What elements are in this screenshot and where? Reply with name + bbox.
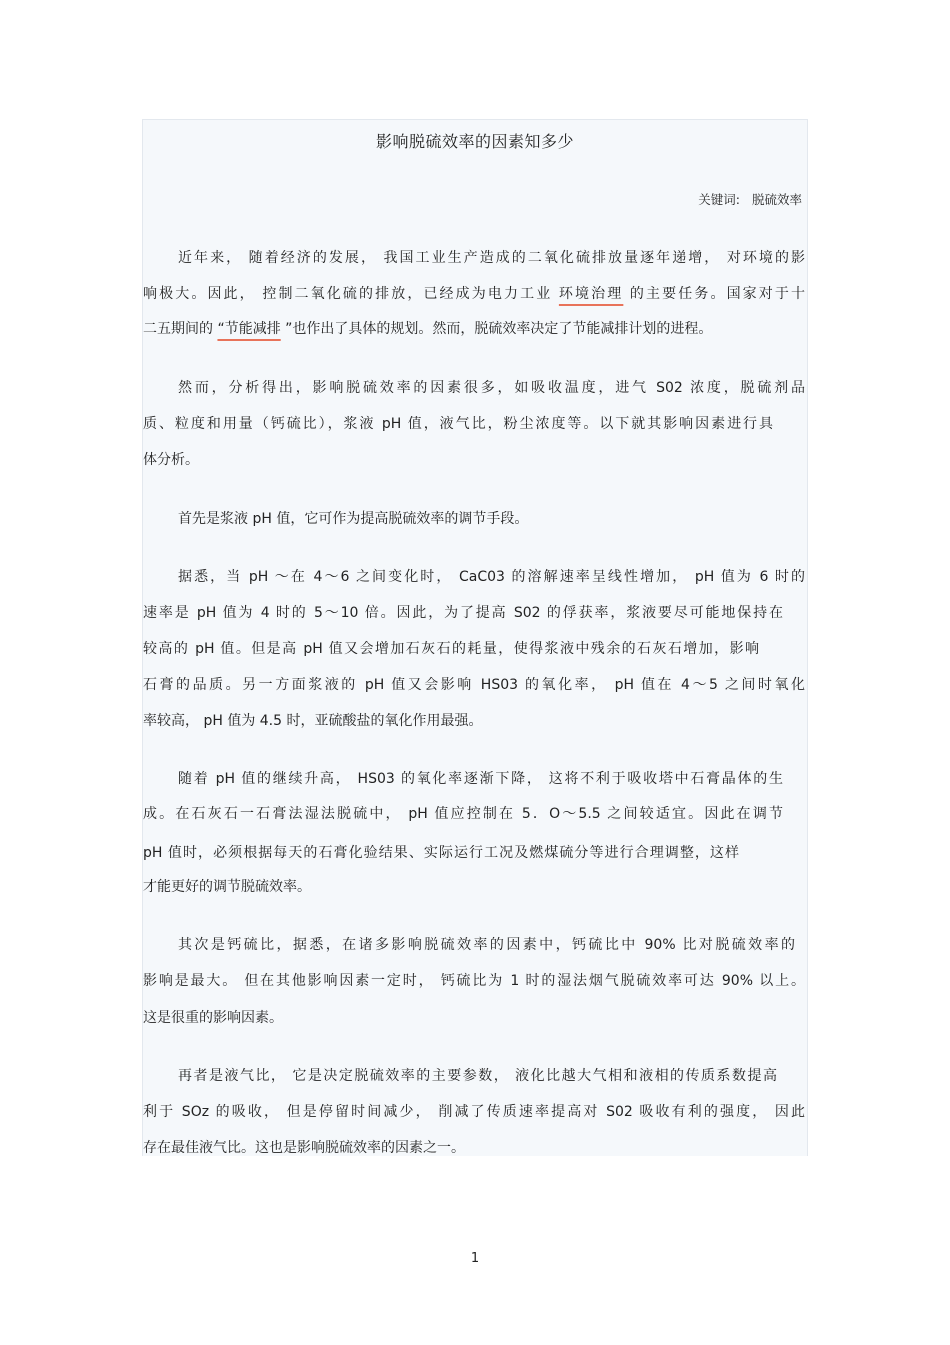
paragraph-4-line-5: 率较高， pH 值为 4.5 时，亚硫酸盐的氧化作用最强。 [143, 713, 483, 729]
keywords-label: 关键词: [698, 192, 740, 207]
paragraph-4-line-1: 据悉，当 pH ～在 4～6 之间变化时， CaC03 的溶解速率呈线性增加， pH 值为 6 时的 [178, 569, 805, 585]
keywords-line [698, 190, 802, 208]
paragraph-1-text: ”也作出了具体的规划。然而，脱硫效率决定了节能减排计划的进程。 [280, 321, 713, 337]
paragraph-5-line-3: pH 值时，必须根据每天的石膏化验结果、实际运行工况及燃煤硫分等进行合理调整，这样 [143, 845, 739, 861]
paragraph-1-line-2 [143, 284, 805, 304]
paragraph-6-line-2: 影响是最大。 但在其他影响因素一定时， 钙硫比为 1 时的湿法烟气脱硫效率可达 90% 以上。 [143, 973, 805, 989]
paragraph-1-text: 响极大。因此， 控制二氧化硫的排放，已经成为电力工业 [143, 286, 559, 302]
paragraph-5-line-2: 成。在石灰石一石膏法湿法脱硫中， pH 值应控制在 5．O～5.5 之间较适宜。因此在调节 [143, 806, 783, 822]
paragraph-7-line-3: 存在最佳液气比。这也是影响脱硫效率的因素之一。 [143, 1140, 465, 1156]
keywords-value: 脱硫效率 [751, 192, 802, 207]
paragraph-5-line-4: 才能更好的调节脱硫效率。 [143, 879, 311, 895]
paragraph-1-line-1: 近年来， 随着经济的发展， 我国工业生产造成的二氧化硫排放量逐年递增， 对环境的影 [178, 250, 805, 266]
paragraph-3-line-1: 首先是浆液 pH 值，它可作为提高脱硫效率的调节手段。 [178, 511, 529, 527]
paragraph-4-line-2: 速率是 pH 值为 4 时的 5～10 倍。因此，为了提高 S02 的俘获率，浆液要尽可能地保持在 [143, 605, 783, 621]
paragraph-7-line-2: 利于 SOz 的吸收， 但是停留时间减少， 削减了传质速率提高对 S02 吸收有利的强度， 因此 [143, 1104, 805, 1120]
paragraph-1-line-3 [143, 319, 805, 339]
paragraph-6-line-1: 其次是钙硫比，据悉，在诸多影响脱硫效率的因素中，钙硫比中 90% 比对脱硫效率的 [178, 937, 795, 953]
paragraph-2-line-2: 质、粒度和用量（钙硫比），浆液 pH 值，液气比，粉尘浓度等。以下就其影响因素进行具 [143, 416, 773, 432]
paragraph-2-line-3: 体分析。 [143, 452, 199, 468]
paragraph-2-line-1: 然而，分析得出，影响脱硫效率的因素很多，如吸收温度，进气 S02 浓度，脱硫剂品 [178, 380, 805, 396]
link-environmental-governance[interactable]: 环境治理 [558, 286, 624, 302]
paragraph-1-text: 二五期间的 [143, 321, 218, 337]
content-area [142, 119, 808, 1156]
paragraph-4-line-4: 石膏的品质。另一方面浆液的 pH 值又会影响 HS03 的氧化率， pH 值在 4～5 之间时氧化 [143, 677, 805, 693]
paragraph-7-line-1: 再者是液气比， 它是决定脱硫效率的主要参数， 液化比越大气相和液相的传质系数提高 [178, 1068, 777, 1084]
paragraph-4-line-3: 较高的 pH 值。但是高 pH 值又会增加石灰石的耗量，使得浆液中残余的石灰石增加，影响 [143, 641, 759, 657]
link-energy-saving[interactable]: “节能减排 [217, 321, 281, 337]
document-title: 影响脱硫效率的因素知多少 [375, 132, 574, 151]
page-number: 1 [470, 1251, 480, 1266]
paragraph-1-text: 的主要任务。国家对于十 [623, 286, 806, 302]
paragraph-6-line-3: 这是很重的影响因素。 [143, 1010, 283, 1026]
paragraph-5-line-1: 随着 pH 值的继续升高， HS03 的氧化率逐渐下降， 这将不利于吸收塔中石膏晶体的生 [178, 771, 783, 787]
